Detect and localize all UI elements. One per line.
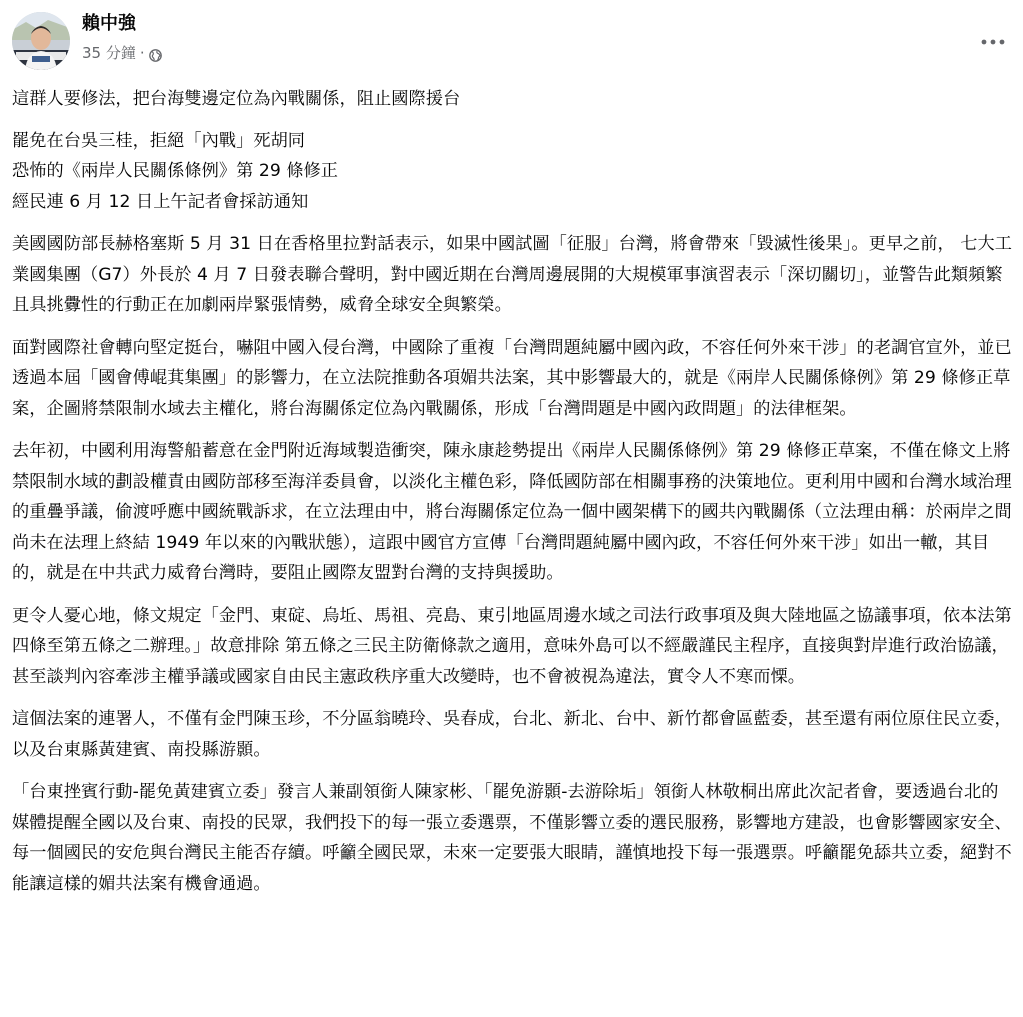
- post-header: [12, 10, 1011, 70]
- avatar[interactable]: [12, 12, 70, 70]
- post-meta: [82, 43, 162, 63]
- meta-separator: ·: [139, 44, 145, 62]
- post-paragraph: 這個法案的連署人，不僅有金門陳玉珍，不分區翁曉玲、吳春成，台北、新北、台中、新竹都會區藍委，甚至還有兩位原住民立委，以及台東縣黃建賓、南投縣游顥。: [12, 709, 1012, 760]
- avatar-photo: [12, 12, 70, 70]
- post-timestamp[interactable]: 35 分鐘: [82, 44, 136, 62]
- more-horizontal-icon: [981, 39, 1005, 45]
- globe-icon[interactable]: [149, 47, 162, 60]
- post-paragraph: 面對國際社會轉向堅定挺台，嚇阻中國入侵台灣，中國除了重複「台灣問題純屬中國內政，不容任何外來干涉」的老調官宣外，並已透過本屆「國會傅崐萁集團」的影響力，在立法院推動各項媚共法案，其中影響最大的，就是《兩岸人民關係條例》第 29 條修正草案，企圖將禁限制水域去主權化，將台海關係定位為內戰關係，形成「台灣問題是中國內政問題」的法律框架。: [12, 337, 1012, 419]
- more-options-button[interactable]: [975, 24, 1011, 60]
- post-paragraph: 「台東挫賓行動-罷免黃建賓立委」發言人兼副領銜人陳家彬、「罷免游顥-去游除垢」領銜人林敬桐出席此次記者會，要透過台北的媒體提醒全國以及台東、南投的民眾，我們投下的每一張立委選票，不僅影響立委的選民服務，影響地方建設，也會影響國家安全、每一個國民的安危與台灣民主能否存續。呼籲全國民眾，未來一定要張大眼睛，謹慎地投下每一張選票。呼籲罷免舔共立委，絕對不能讓這樣的媚共法案有機會通過。: [12, 782, 1012, 894]
- author-name[interactable]: 賴中強: [82, 13, 136, 34]
- post-paragraph: 美國國防部長赫格塞斯 5 月 31 日在香格里拉對話表示，如果中國試圖「征服」台灣，將會帶來「毀滅性後果」。更早之前， 七大工業國集團（G7）外長於 4 月 7 日發表聯合聲明，對中國近期在台灣周邊展開的大規模軍事演習表示「深切關切」，並警告此類頻繁且具挑釁性的行動正在加劇兩岸緊張情勢，威脅全球安全與繁榮。: [12, 234, 1012, 315]
- post-paragraph-subheadings: 罷免在台吳三桂，拒絕「內戰」死胡同 恐怖的《兩岸人民關係條例》第 29 條修正 經民連 6 月 12 日上午記者會採訪通知: [12, 130, 339, 212]
- post-body: [12, 84, 1012, 911]
- post-paragraph: 更令人憂心地，條文規定「金門、東碇、烏坵、馬祖、亮島、東引地區周邊水域之司法行政事項及與大陸地區之協議事項，依本法第四條至第五條之二辦理。」故意排除 第五條之三民主防衛條款之適用，意味外島可以不經嚴謹民主程序，直接與對岸進行政治協議，甚至談判內容牽涉主權爭議或國家自由民主憲政秩序重大改變時，也不會被視為違法，實令人不寒而慄。: [12, 605, 1012, 687]
- post-paragraph: 去年初，中國利用海警船蓄意在金門附近海域製造衝突，陳永康趁勢提出《兩岸人民關係條例》第 29 條修正草案，不僅在條文上將禁限制水域的劃設權責由國防部移至海洋委員會，以淡化主權色彩，降低國防部在相關事務的決策地位。更利用中國和台灣水域治理的重疊爭議，偷渡呼應中國統戰訴求，在立法理由中，將台海關係定位為一個中國架構下的國共內戰關係（立法理由稱：於兩岸之間尚未在法理上終結 1949 年以來的內戰狀態），這跟中國官方宣傳「台灣問題純屬中國內政，不容任何外來干涉」如出一轍，其目的，就是在中共武力威脅台灣時，要阻止國際友盟對台灣的支持與援助。: [12, 441, 1012, 583]
- post-paragraph-headline: 這群人要修法，把台海雙邊定位為內戰關係，阻止國際援台: [12, 89, 461, 109]
